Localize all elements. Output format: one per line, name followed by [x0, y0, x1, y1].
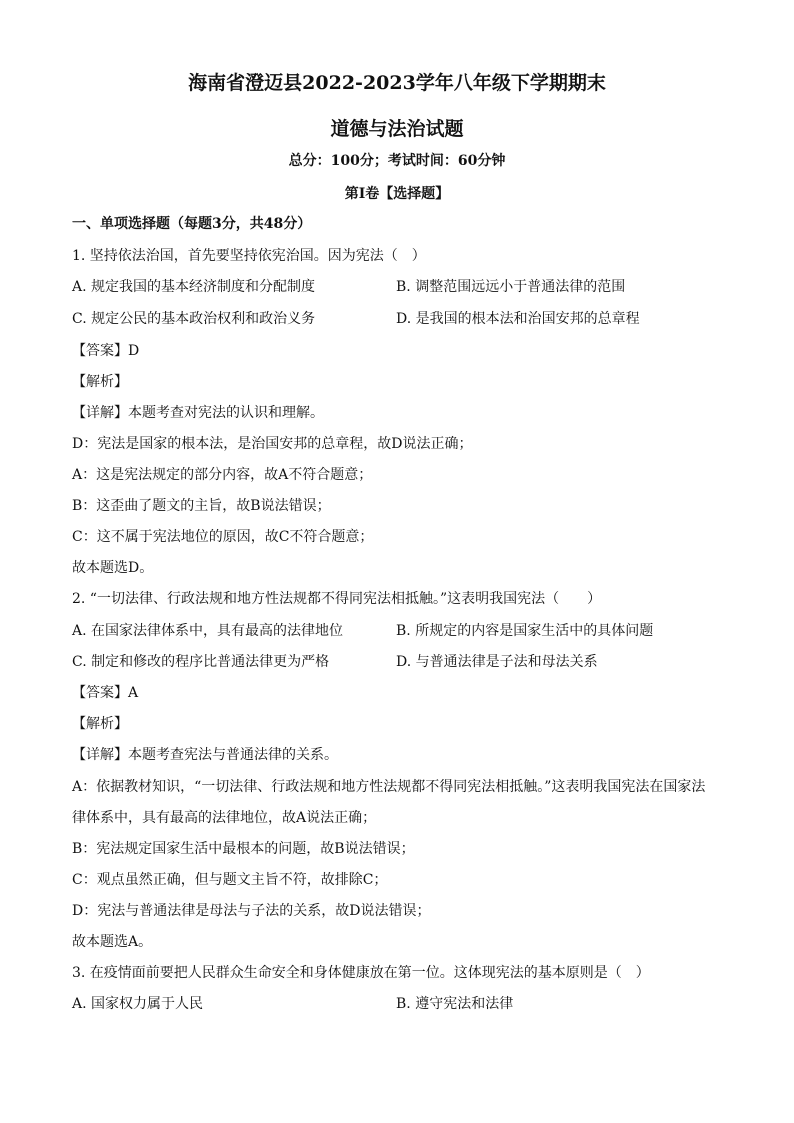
q2-stem: 2. “一切法律、行政法规和地方性法规都不得同宪法相抵触。”这表明我国宪法（ ） [72, 591, 602, 607]
q1-detail: 【详解】本题考查对宪法的认识和理解。 [72, 405, 324, 421]
q1-option-a: A. 规定我国的基本经济制度和分配制度 [72, 279, 316, 295]
q2-analysis: 【解析】 [72, 716, 128, 732]
q3-option-b: B. 遵守宪法和法律 [396, 996, 514, 1012]
q2-explanation-a-line1: A：依据教材知识，“一切法律、行政法规和地方性法规都不得同宪法相抵触。”这表明我国宪法在国家法 [72, 779, 706, 795]
score-info: 总分：100分；考试时间：60分钟 [288, 153, 506, 169]
q2-option-c: C. 制定和修改的程序比普通法律更为严格 [72, 654, 330, 670]
q1-explanation-b: B：这歪曲了题文的主旨，故B说法错误； [72, 498, 331, 514]
q2-explanation-b: B：宪法规定国家生活中最根本的问题，故B说法错误； [72, 841, 415, 857]
q2-explanation-a-line2: 律体系中，具有最高的法律地位，故A说法正确； [72, 810, 377, 826]
q1-option-c: C. 规定公民的基本政治权利和政治义务 [72, 311, 316, 327]
q3-option-a: A. 国家权力属于人民 [72, 996, 204, 1012]
exam-title: 海南省澄迈县2022-2023学年八年级下学期期末 [188, 72, 606, 94]
q1-option-d: D. 是我国的根本法和治国安邦的总章程 [396, 311, 640, 327]
volume-heading: 第I卷【选择题】 [344, 186, 450, 202]
q3-stem: 3. 在疫情面前要把人民群众生命安全和身体健康放在第一位。这体现宪法的基本原则是（ ） [72, 965, 650, 981]
q2-option-d: D. 与普通法律是子法和母法关系 [396, 654, 598, 670]
q2-option-b: B. 所规定的内容是国家生活中的具体问题 [396, 623, 654, 639]
q2-detail: 【详解】本题考查宪法与普通法律的关系。 [72, 747, 338, 763]
q1-answer: 【答案】D [72, 343, 140, 359]
q2-option-a: A. 在国家法律体系中，具有最高的法律地位 [72, 623, 344, 639]
q1-explanation-d: D：宪法是国家的根本法，是治国安邦的总章程，故D说法正确； [72, 436, 473, 452]
q1-option-b: B. 调整范围远远小于普通法律的范围 [396, 279, 626, 295]
q1-conclusion: 故本题选D。 [72, 560, 154, 576]
exam-subject: 道德与法治试题 [330, 118, 464, 140]
q2-answer: 【答案】A [72, 685, 139, 701]
section-heading: 一、单项选择题（每题3分，共48分） [72, 216, 312, 232]
q1-stem: 1. 坚持依法治国，首先要坚持依宪治国。因为宪法（ ） [72, 248, 426, 264]
q2-explanation-d: D：宪法与普通法律是母法与子法的关系，故D说法错误； [72, 903, 431, 919]
q2-conclusion: 故本题选A。 [72, 934, 153, 950]
q1-analysis: 【解析】 [72, 374, 128, 390]
q2-explanation-c: C：观点虽然正确，但与题文主旨不符，故排除C； [72, 872, 388, 888]
q1-explanation-a: A：这是宪法规定的部分内容，故A不符合题意； [72, 467, 373, 483]
q1-explanation-c: C：这不属于宪法地位的原因，故C不符合题意； [72, 529, 374, 545]
